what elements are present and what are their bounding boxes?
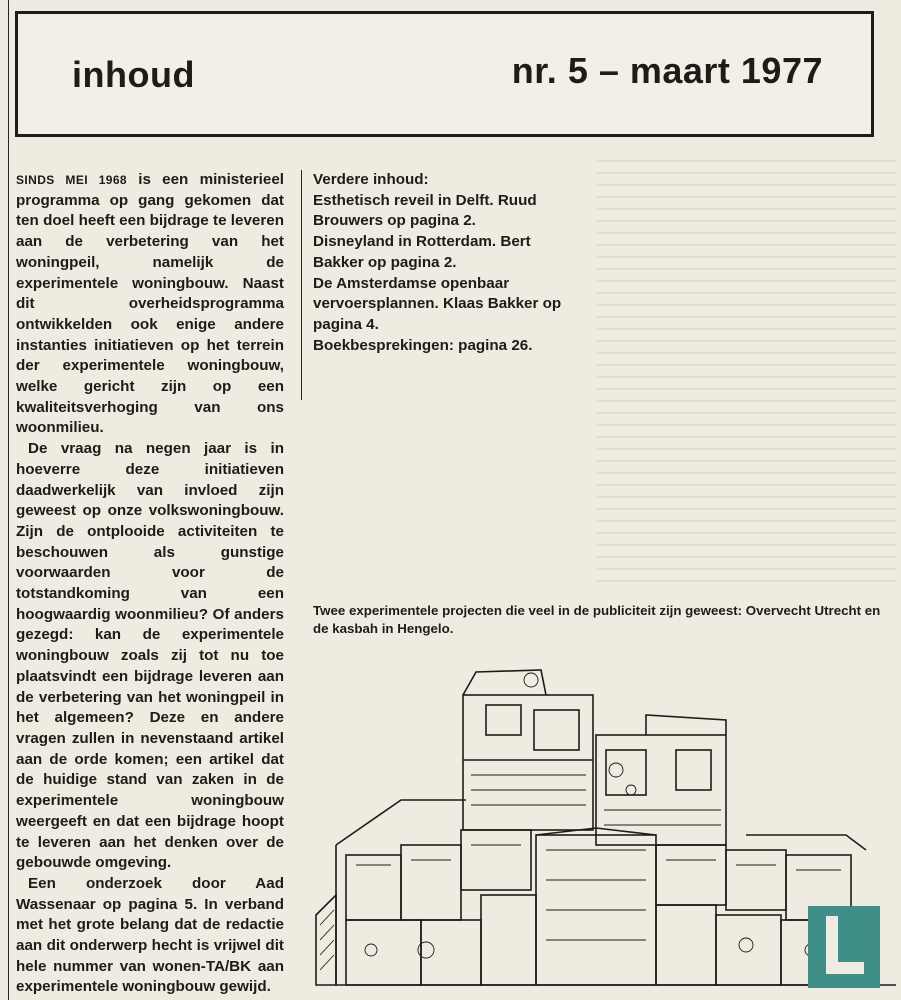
intro-paragraph-1-text: is een ministerieel programma op gang gekomen dat ten doel heeft een bijdrage te leveren aan de verbetering van het woningpeil, namelijk de experimentele woningbouw. Naast dit overheidsprogramma ontwikkelden ook enige andere instanties initiatieven op het terrein der experimentele woningbouw, welke gericht zijn op een kwaliteitsverhoging van ons woonmilieu. [16, 171, 284, 437]
page-title: inhoud [72, 54, 195, 95]
contents-item: Esthetisch reveil in Delft. Ruud Brouwers op pagina 2. [313, 191, 537, 230]
intro-paragraph-1 [16, 170, 284, 439]
intro-column [16, 170, 284, 998]
header-box [15, 11, 874, 137]
figure-caption: Twee experimentele projecten die veel in de publiciteit zijn geweest: Overvecht Utrecht en de kasbah in Hengelo. [313, 603, 881, 636]
contents-heading: Verdere inhoud: [313, 171, 429, 188]
show-through-texture [596, 150, 896, 590]
intro-lead: SINDS MEI 1968 [16, 173, 128, 187]
column-divider [301, 170, 302, 400]
contents-item: Disneyland in Rotterdam. Bert Bakker op pagina 2. [313, 233, 531, 271]
contents-item: Boekbesprekingen: pagina 26. [313, 336, 533, 354]
intro-paragraph-2: De vraag na negen jaar is in hoeverre deze initiatieven daadwerkelijk van invloed zijn geweest op onze volkswoningbouw. Zijn de ontplooide activiteiten te beschouwen als gunstige voorwaarden voor de totstandkoming van een hoogwaardig woonmilieu? Of anders gezegd: kan de experimentele woningbouw zoals zij tot nu toe plaatsvindt een bijdrage leveren aan de verbetering van het woningpeil in het algemeen? Deze en andere vragen zullen in nevenstaand artikel aan de orde komen; een artikel dat de huidige stand van zaken in de experimentele woningbouw weergeeft en dat een bijdrage hoopt te leveren aan het denken over de gebouwde omgeving. [16, 440, 284, 872]
contents-column [313, 170, 583, 356]
magazine-logo-icon [808, 906, 880, 988]
intro-paragraph-3: Een onderzoek door Aad Wassenaar op pagina 5. In verband met het grote belang dat de redactie aan dit onderwerp hecht is vrijwel dit hele nummer van wonen-TA/BK aan experimentele woningbouw gewijd. [16, 874, 284, 996]
contents-item: De Amsterdamse openbaar vervoersplannen. Klaas Bakker op pagina 4. [313, 274, 562, 333]
issue-number: nr. 5 – maart 1977 [511, 50, 823, 91]
page-edge-rule [8, 0, 9, 1000]
